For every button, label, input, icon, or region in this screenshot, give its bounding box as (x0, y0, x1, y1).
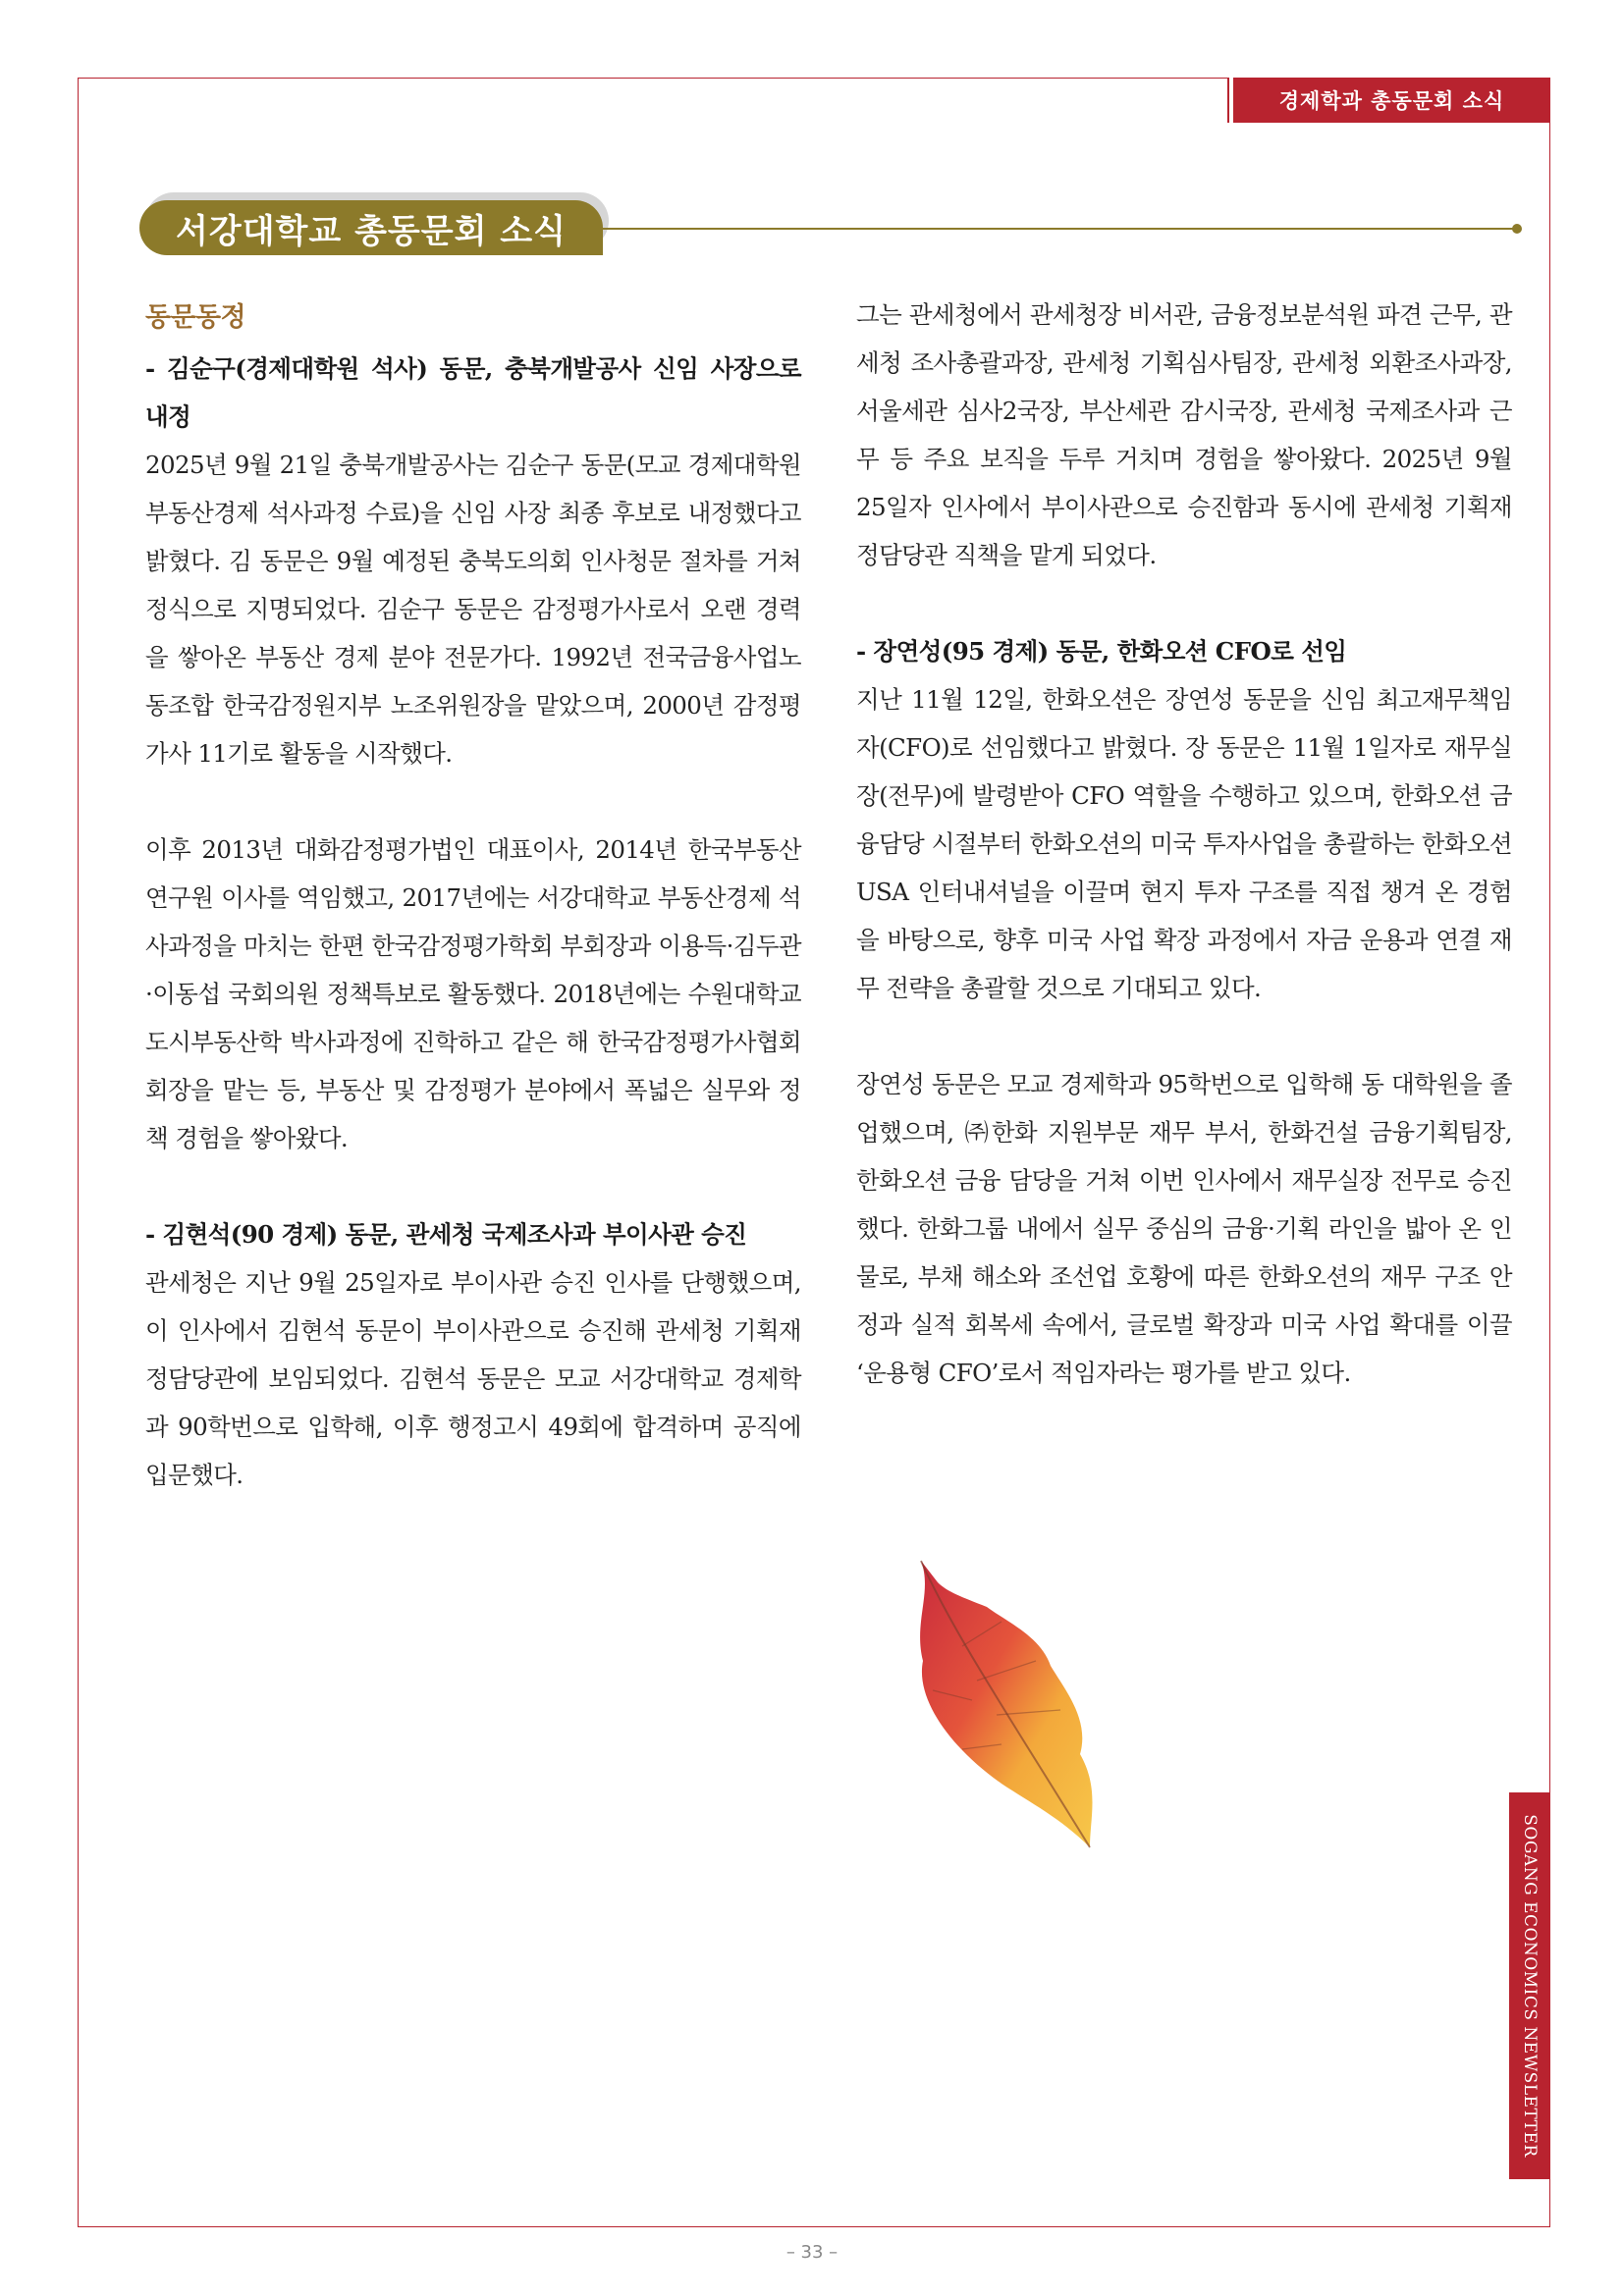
article-headline-kim-hyun-seok: - 김현석(90 경제) 동문, 관세청 국제조사과 부이사관 승진 (145, 1220, 747, 1249)
article-paragraph: 그는 관세청에서 관세청장 비서관, 금융정보분석원 파견 근무, 관세청 조사총괄과장, 관세청 기획심사팀장, 관세청 외환조사과장, 서울세관 심사2국장, 부산세관 감시국장, 관세청 국제조사과 근무 등 주요 보직을 두루 거치며 경험을 쌓아왔다. 2025년 9월 25일자 인사에서 부이사관으로 승진함과 동시에 관세청 기획재정담당관 직책을 맡게 되었다. (856, 300, 1512, 569)
article-paragraph: 지난 11월 12일, 한화오션은 장연성 동문을 신임 최고재무책임자(CFO)로 선임했다고 밝혔다. 장 동문은 11월 1일자로 재무실장(전무)에 발령받아 CFO 역할을 수행하고 있으며, 한화오션 금융담당 시절부터 한화오션의 미국 투자사업을 총괄하는 한화오션 USA 인터내셔널을 이끌며 현지 투자 구조를 직접 챙겨 온 경험을 바탕으로, 향후 미국 사업 확장 과정에서 자금 운용과 연결 재무 전략을 총괄할 것으로 기대되고 있다. (856, 685, 1512, 1002)
category-heading: 동문동정 (145, 302, 245, 333)
article-headline-jang-yeon-seong: - 장연성(95 경제) 동문, 한화오션 CFO로 선임 (856, 637, 1347, 666)
article-paragraph: 장연성 동문은 모교 경제학과 95학번으로 입학해 동 대학원을 졸업했으며, ㈜한화 지원부문 재무 부서, 한화건설 금융기획팀장, 한화오션 금융 담당을 거쳐 이번 인사에서 재무실장 전무로 승진했다. 한화그룹 내에서 실무 중심의 금융·기획 라인을 밟아 온 인물로, 부채 해소와 조선업 호황에 따른 한화오션의 재무 구조 안정과 실적 회복세 속에서, 글로벌 확장과 미국 사업 확대를 이끌 ‘운용형 CFO’로서 적임자라는 평가를 받고 있다. (856, 1070, 1512, 1387)
newsletter-side-tab (1509, 1792, 1550, 2179)
left-column (145, 291, 801, 1499)
autumn-leaf-icon (893, 1553, 1110, 1857)
newsletter-name: SOGANG ECONOMICS NEWSLETTER (1520, 1814, 1540, 2158)
section-title: 서강대학교 총동문회 소식 (139, 200, 603, 255)
page-number: – 33 – (785, 2242, 839, 2263)
section-rule-dot (1512, 224, 1522, 234)
right-column (856, 291, 1512, 1397)
section-header (139, 192, 1524, 261)
article-headline-kim-soon-gu: - 김순구(경제대학원 석사) 동문, 충북개발공사 신임 사장으로 내정 (145, 354, 801, 431)
section-tag: 경제학과 총동문회 소식 (1233, 78, 1550, 123)
section-rule (603, 228, 1516, 230)
article-paragraph: 관세청은 지난 9월 25일자로 부이사관 승진 인사를 단행했으며, 이 인사에서 김현석 동문이 부이사관으로 승진해 관세청 기획재정담당관에 보임되었다. 김현석 동문은 모교 서강대학교 경제학과 90학번으로 입학해, 이후 행정고시 49회에 합격하며 공직에 입문했다. (145, 1268, 801, 1489)
article-paragraph: 2025년 9월 21일 충북개발공사는 김순구 동문(모교 경제대학원 부동산경제 석사과정 수료)을 신임 사장 최종 후보로 내정했다고 밝혔다. 김 동문은 9월 예정된 충북도의회 인사청문 절차를 거쳐 정식으로 지명되었다. 김순구 동문은 감정평가사로서 오랜 경력을 쌓아온 부동산 경제 분야 전문가다. 1992년 전국금융사업노동조합 한국감정원지부 노조위원장을 맡았으며, 2000년 감정평가사 11기로 활동을 시작했다. (145, 451, 801, 768)
article-paragraph: 이후 2013년 대화감정평가법인 대표이사, 2014년 한국부동산연구원 이사를 역임했고, 2017년에는 서강대학교 부동산경제 석사과정을 마치는 한편 한국감정평가학회 부회장과 이용득·김두관·이동섭 국회의원 정책특보로 활동했다. 2018년에는 수원대학교 도시부동산학 박사과정에 진학하고 같은 해 한국감정평가사협회 회장을 맡는 등, 부동산 및 감정평가 분야에서 폭넓은 실무와 정책 경험을 쌓아왔다. (145, 835, 801, 1152)
